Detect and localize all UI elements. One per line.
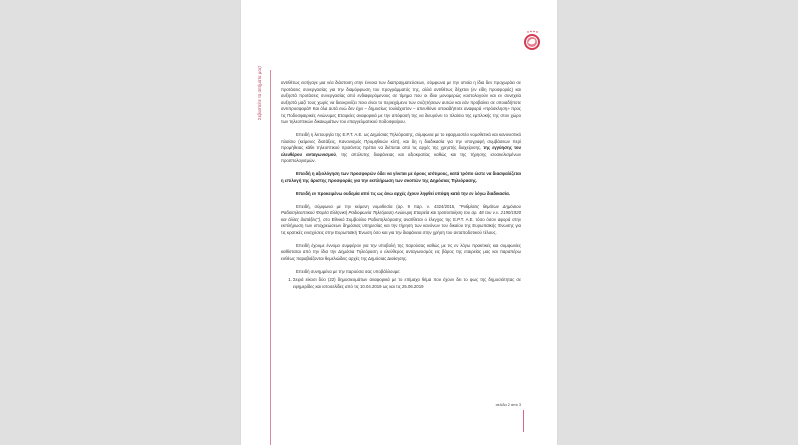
paragraph-7: Επειδή συνημμένα με την παρούσα σας υποβάλλουμε: [296,268,401,274]
paragraph-5: Επειδή, σύμφωνα με την κείμενη νομοθεσία (αρ. 9 παρ. ν. 4324/2015, "Ρυθμίσεις θεμάτων Δημόσιου Ραδιοτηλεοπτικού Φορέα Ελληνική Ραδιοφωνία Τηλεόραση Ανώνυμη Εταιρεία και τροποποίηση του αρ. 48 του ν.ν. 2190/1920 και άλλες διατάξεις"), στο Εθνικό Συμβούλιο Ραδιοτηλεόρασης ανατίθεται ο έλεγχος της Ε.Ρ.Τ. Α.Ε. τόσο όσον αφορά στην εκπλήρωση των υποχρεώσεων δημόσιας υπηρεσίας και την τήρηση των κανόνων του δικαίου της Ευρωπαϊκής Ένωσης για τις κρατικές ενισχύσεις στην Ευρωπαϊκή Ένωση όσο και για την διαφάνεια στην χρήση του ανταποδοτικού τέλους. [281,203,521,235]
page-number: σελίδα 2 από 3 [495,403,521,407]
list-item: 1. Σειρά είκοσι δύο (22) δημοσιευμάτων αναφορικά με το επίμαχο θέμα που έχουν δει το φως της δημοσιότητας σε εφημερίδες και ιστοσελίδες από τις 10.04.2019 ως και τις 25.06.2019 [293,277,521,290]
side-margin-text: Σεβαστείτε τα αιτήματα μας! [257,65,262,120]
paragraph-4: Επειδή εν προκειμένω ουδεμία από τις ως άνω αρχές έχουν ληφθεί υπόψη κατά την εν λόγω διαδικασία. [296,190,511,196]
right-margin-rule [523,410,524,432]
paragraph-3: Επειδή η αξιολόγηση των προσφορών όδει να γίνεται με όρους ισότιμους, κατά τρόπο ώστε να διασφαλίζεται η επιλογή της άριστης προσφοράς για την εκπλήρωση των σκοπών της Δημόσιας Τηλεόρασης. [281,171,521,183]
document-body [281,80,521,290]
attachments-list [281,277,521,290]
club-crest-logo-icon [522,30,542,52]
paragraph-2: Επειδή η λειτουργία της Ε.Ρ.Τ. Α.Ε. ως Δημόσιας Τηλεόρασης, σύμφωνα με το εφαρμοστέο νομοθετικό και κανονιστικό πλαίσιο (κείμενες διατάξεις, Κανονισμός Προμηθειών κλπ), και δη η διαδικασία για την υπογραφή συμβάσεων περί προμήθειας κάθε τηλεοπτικού προϊόντος πρέπει να διέπεται από τις αρχές της χρηστής διαχείρισης, της εγγύησης του ελευθέρου ανταγωνισμού, της απόλυτης διαφάνειας και αξιοκρατίας καθώς και της τήρησης ισοσκελισμένων προϋπολογισμών. [281,132,521,163]
paragraph-6: Επειδή έχουμε έννομο συμφέρον για την υποβολή της παρούσας καθώς με τις εν λόγω πρακτικές και συμφωνίες καθίσταται από την ίδια την Δημόσια Τηλεόραση ο ελεύθερος ανταγωνισμός εις βάρος της εταιρείας μας και παραπέρω ευθέως παραβιάζονται θεμελιώδεις αρχές της Δημόσιας Διοίκησης. [281,242,521,261]
left-margin-rule [270,70,271,445]
paragraph-1: αντιθέτως εισήγαγε μια νέα διάσταση στην έννοια των διαπραγματεύσεων, σύμφωνα με την οποία η ίδια δεν προχωράει σε προτάσεις συνεργασίας για την διαμόρφωση του προγράμματός της, αλλά αντιθέτως δέχεται (εν είδη προσφοράς) και αυξηστά προτάσεις συνεργασίας από ενδιαφερόμενους σε τίμημα που οι ίδιοι μονομερώς κοστολογούν και εν συνεχεία αυξηστά μαζί τους χωρίς να διευκρινίζει ποιο είναι το περιεχόμενο των συζητήσεων αυτών και εάν προβαίνει σε οποιαδήποτε αντιπροσφορά!! Και όλα αυτά ενώ δεν έχει – δημοσίως τουλάχιστον – απευθύνει οποιαδήποτε αναφορά «πρόσκληση» προς τις Ποδοσφαιρικές Ανώνυμες Εταιρείες αναφορικά με την απόφασή της να διευρύνει το πλαίσιο της εμπλοκής της στον χώρο των τηλεοπτικών δικαιωμάτων του επαγγελματικού ποδοσφαίρου. [281,80,521,124]
